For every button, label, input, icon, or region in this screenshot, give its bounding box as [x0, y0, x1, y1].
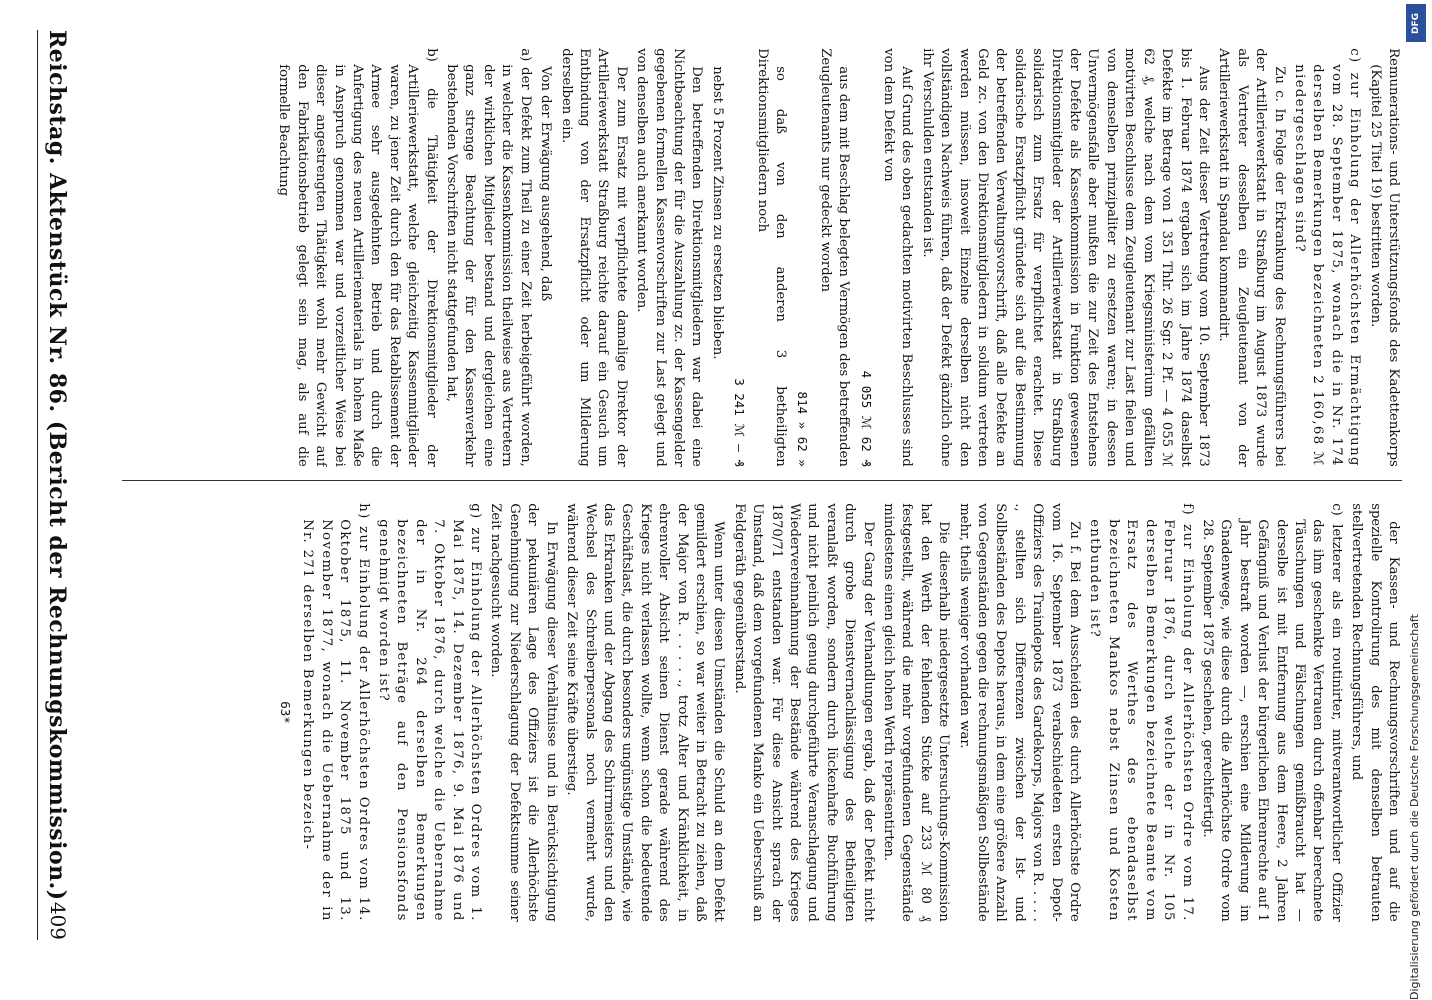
page-header	[37, 30, 74, 940]
paragraph: b) die Thätigkeit der Direktionsmitglieder der Artilleriewerkstatt, welche gleichzeitig Kassenmitglieder waren, zu jener Zeit durch den für das Retablissement der Armee sehr ausgedehnten Betrieb und durch die Anfertigung des neuen Artilleriematerials in hohem Maße in Anspruch genommen war und vorzeitlicher Weise bei dieser angestrengten Thätigkeit wohl mehr Gewicht auf den Fabrikationsbetrieb gelegt sein mag, als auf die formelle Beachtung	[276, 48, 439, 467]
dfg-credit: Digitalisierung gefördert durch die Deutsche Forschungsgemeinschaft	[1408, 614, 1421, 1000]
paragraph: g) zur Einholung der Allerhöchsten Ordres vom 1. Mai 1875, 14. Dezember 1876, 9. Mai 1876 und 7. Oktober 1876, durch welche die Uebernahme der in Nr. 264 derselben Bemerkungen bezeichneten Beträge auf den Pensionsfonds genehmigt worden ist?	[376, 503, 484, 922]
paragraph: aus dem mit Beschlag belegten Vermögen des betreffenden Zeugleutenants nur gedeckt worden	[817, 48, 852, 467]
paragraph: f) zur Einholung der Allerhöchsten Ordre vom 17. Februar 1876, durch welche der in Nr. 105 derselben Bemerkungen bezeichnete Beamte vom Ersatz des Werthes des ebendaselbst bezeichneten Mankos nebst Zinsen und Kosten entbunden ist?	[1087, 503, 1195, 922]
paragraph: Aus der Zeit dieser Vertretung vom 10. September 1873 bis 1. Februar 1874 ergaben sich im Jahre 1874 daselbst Defekte im Betrage von 1 351 Thlr. 26 Sgr. 2 Pf. — 4 055 ℳ 62 ₰, welche nach dem vom Kriegsministerium gefällten motivirten Beschlusse dem Zeugleutenant zur Last fielen und von demselben prinzipaliter zu ersetzen waren; in dessen Unvermögensfalle aber mußten die zur Zeit des Entstehens der Defekte als Kassenkommission in Funktion gewesenen Direktionsmitglieder der Artilleriewerkstatt in Straßburg solidarisch zum Ersatz für verpflichtet erachtet. Diese solidarische Ersatzpflicht gründete sich auf die Bestimmung der betreffenden Verwaltungsvorschrift, daß alle Defekte an Geld zc. von den Direktionsmitgliedern in solidum vertreten werden müssen, insoweit Einzelne derselben nicht den vollständigen Nachweis führen, daß der Defekt gänzlich ohne ihr Verschulden entstanden ist.	[919, 48, 1211, 467]
paragraph: der Kassen- und Rechnungsvorschriften und auf die spezielle Kontrolirung des mit denselben betrauten stellvertretenden Rechnungsführers, und	[1349, 503, 1401, 922]
calc-line: 4 055 ℳ 62 ₰	[858, 370, 874, 467]
calc-line: 814 » 62 »	[795, 391, 811, 467]
page-number: 409	[46, 901, 70, 940]
paragraph: h) zur Einholung der Allerhöchsten Ordres vom 14. Oktober 1875, 11. November 1875 und 13. November 1877, wonach die Uebernahme der in Nr. 271 derselben Bemerkungen bezeich-	[300, 503, 371, 922]
paragraph: Wenn unter diesen Umständen die Schuld an dem Defekt gemildert erschien, so war weiter in Betracht zu ziehen, daß der Major von R. . . . . ., trotz Alter und Kränklichkeit, in ehrenvoller Absicht seinen Dienst gerade während des Krieges nicht verlassen wollte, wenn schon die bedeutende Geschäftslast, die durch besonders ungünstige Umstände, wie das Erkranken und der Abgang des Schirrmeisters und den Wechsel des Schreiberpersonals noch vermehrt wurde, während dieser Zeit seine Kräfte überstieg.	[564, 503, 727, 922]
dfg-sidebar	[1404, 0, 1430, 1000]
right-column	[82, 503, 1402, 922]
paragraph: Von der Erwägung ausgehend, daß	[538, 66, 554, 302]
paragraph: In Erwägung dieser Verhältnisse und in Berücksichtigung der pekuniären Lage des Offiziers ist die Allerhöchste Genehmigung zur Niederschlagung der Defektsumme seiner Zeit nachgesucht worden.	[488, 503, 559, 922]
paragraph: Den betreffenden Direktionsmitgliedern war dabei eine Nichtbeachtung der für die Auszahlung zc. der Kassengelder gegebenen formellen Kassenvorschriften zur Last gelegt und von denselben auch anerkannt worden.	[634, 48, 705, 467]
paragraph: nebst 5 Prozent Zinsen zu ersetzen blieben.	[709, 66, 725, 360]
paragraph: Die dieserhalb niedergesetzte Untersuchungs-Kommission hat den Werth der fehlenden Stücke auf 233 ℳ 80 ₰ festgestellt, während die mehr vorgefundenen Gegenstände mindestens einen gleich hohen Werth repräsentirten.	[881, 503, 952, 922]
column-divider	[122, 480, 1402, 481]
signature-mark: 63*	[278, 701, 294, 724]
paragraph: so daß von den anderen 3 betheiligten Direktionsmitgliedern noch	[754, 48, 788, 467]
paragraph: c) letzterer als ein routinirter, mitverantwortlicher Offizier das ihm geschenkte Vertrauen durch offenbar berechnete Täuschungen und Fälschungen gemißbraucht hat — derselbe ist mit Entfernung aus dem Heere, 2 Jahren Gefängniß und Verlust der bürgerlichen Ehrenrechte auf 1 Jahr bestraft worden —, erschien eine Milderung im Gnadenwege, wie diese durch die Allerhöchste Ordre vom 28. September 1875 geschehen, gerechtfertigt.	[1199, 503, 1344, 922]
paragraph: Zu c. In Folge der Erkrankung des Rechnungsführers bei der Artilleriewerkstatt in Straßburg im August 1873 wurde als Vertreter desselben ein Zeugleutenant von der Artilleriewerkstatt in Spandau kommandirt.	[1216, 48, 1287, 467]
paragraph: Remunerations- und Unterstützungsfonds des Kadettenkorps (Kapitel 25 Titel 19) bestritten worden.	[1367, 48, 1401, 467]
paragraph: a) der Defekt zum Theil zu einer Zeit herbeigeführt worden, in welcher die Kassenkommission theilweise aus Vertretern der wirklichen Mitglieder bestand und dergleichen eine ganz strenge Beachtung der für den Kassenverkehr bestehenden Vorschriften nicht stattgefunden hat,	[444, 48, 533, 467]
paragraph: c) zur Einholung der Allerhöchsten Ermächtigung vom 28. September 1875, wonach die in Nr. 174 derselben Bemerkungen bezeichneten 2 160,68 ℳ niedergeschlagen sind?	[1291, 48, 1363, 467]
left-column	[82, 48, 1402, 467]
dfg-logo: DFG	[1406, 4, 1426, 42]
calc-line: 3 241 ℳ — ₰	[732, 378, 748, 467]
paragraph: Zu f. Bei dem Ausscheiden des durch Allerhöchste Ordre vom 16. September 1873 verabschiedeten ersten Depot-Offiziers des Traindepots des Gardekorps, Majors von R. . . . . ., stellten sich Differenzen zwischen der Ist- und Sollbeständen des Depots heraus, in dem eine größere Anzahl von Gegenständen gegen die rechnungsmäßigen Sollbestände mehr, theils weniger vorhanden war.	[956, 503, 1083, 922]
paragraph: Der Gang der Verhandlungen ergab, daß der Defekt nicht durch grobe Dienstvernachlässigung des Betheiligten veranlaßt worden, sondern durch lückenhafte Buchführung und nicht peinlich genug durchgeführte Veranschlagung und Wiedervereinnahmung der Bestände während des Krieges 1870/71 entstanden war. Für diese Ansicht sprach der Umstand, daß dem vorgefundenen Manko ein Ueberschuß an Feldgeräth gegenüberstand.	[731, 503, 876, 922]
text-columns	[82, 30, 1402, 940]
paragraph: Auf Grund des oben gedachten motivirten Beschlusses sind von dem Defekt von	[881, 48, 915, 467]
running-title: Reichstag. Aktenstück Nr. 86. (Bericht der Rechnungskommission.)	[44, 30, 70, 901]
paragraph: Der zum Ersatz mit verpflichtete damalige Direktor der Artilleriewerkstatt Straßburg reichte darauf ein Gesuch um Entbindung von der Ersatzpflicht oder um Milderung derselben ein.	[558, 48, 629, 467]
